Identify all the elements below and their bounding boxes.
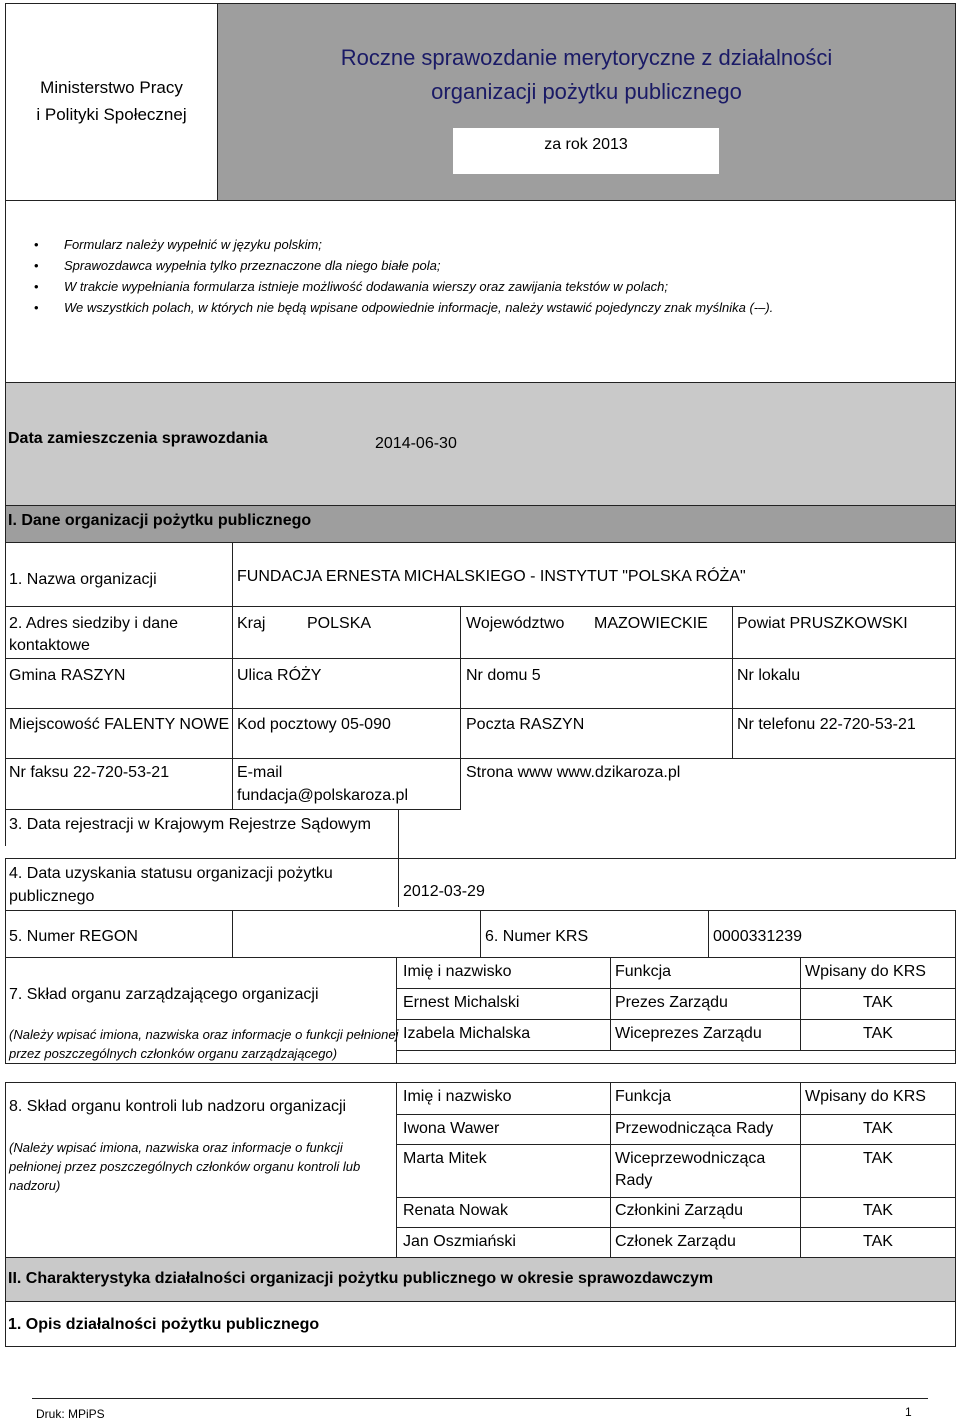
grid-line xyxy=(5,858,956,859)
grid-line xyxy=(5,658,956,659)
voivodeship-value: MAZOWIECKIE xyxy=(594,615,708,632)
grid-line xyxy=(5,606,956,607)
grid-line xyxy=(396,1197,956,1198)
grid-line xyxy=(460,606,461,658)
board-header-function: Funkcja xyxy=(615,963,672,980)
board-member-name: Izabela Michalska xyxy=(403,1025,531,1042)
regon-label: 5. Numer REGON xyxy=(9,928,138,945)
footer-divider xyxy=(32,1398,928,1399)
grid-line xyxy=(396,1114,956,1115)
country-value: POLSKA xyxy=(307,615,372,632)
supervisory-header-function: Funkcja xyxy=(615,1088,672,1105)
grid-line xyxy=(5,809,461,810)
section-1-title: I. Dane organizacji pożytku publicznego xyxy=(8,512,312,529)
grid-line xyxy=(955,542,956,859)
grid-line xyxy=(5,957,956,958)
grid-line xyxy=(5,542,6,846)
report-title-line-2: organizacji pożytku publicznego xyxy=(431,79,742,104)
voivodeship-label: Województwo xyxy=(466,615,565,632)
supervisory-member-name: Iwona Wawer xyxy=(403,1120,500,1137)
grid-line xyxy=(480,910,481,958)
grid-line xyxy=(232,910,233,958)
supervisory-member-krs: TAK xyxy=(863,1120,893,1137)
email-value[interactable]: fundacja@polskaroza.pl xyxy=(237,787,409,804)
footer-page-number: 1 xyxy=(905,1405,912,1419)
grid-line xyxy=(232,606,233,658)
supervisory-member-function: Wiceprzewodnicząca Rady xyxy=(615,1150,766,1189)
supervisory-title: 8. Skład organu kontroli lub nadzoru organizacji xyxy=(9,1098,347,1115)
house-number-field: Nr domu 5 xyxy=(466,667,541,684)
grid-line xyxy=(5,708,956,709)
phone-field: Nr telefonu 22-720-53-21 xyxy=(737,716,916,733)
grid-line xyxy=(396,988,956,989)
grid-line xyxy=(396,1019,956,1020)
grid-line xyxy=(610,1082,611,1257)
grid-line xyxy=(396,1082,397,1257)
board-header-krs: Wpisany do KRS xyxy=(805,963,926,980)
status-label-line-2: publicznego xyxy=(9,888,95,905)
ministry-line-1: Ministerstwo Pracy xyxy=(40,78,183,97)
supervisory-member-name: Jan Oszmiański xyxy=(403,1233,516,1250)
board-member-function: Prezes Zarządu xyxy=(615,994,728,1011)
grid-line xyxy=(460,758,461,809)
board-header-name: Imię i nazwisko xyxy=(403,963,512,980)
submission-label: Data zamieszczenia sprawozdania xyxy=(8,430,268,447)
activity-description-label: 1. Opis działalności pożytku publicznego xyxy=(8,1316,320,1333)
supervisory-member-krs: TAK xyxy=(863,1202,893,1219)
grid-line xyxy=(5,858,6,958)
org-name-value: FUNDACJA ERNESTA MICHALSKIEGO - INSTYTUT "POLSKA RÓŻA" xyxy=(237,568,746,585)
supervisory-member-function: Przewodnicząca Rady xyxy=(615,1120,774,1137)
grid-line xyxy=(232,543,233,607)
grid-line xyxy=(396,1144,956,1145)
status-date: 2012-03-29 xyxy=(403,883,485,900)
grid-line xyxy=(460,658,461,708)
supervisory-member-krs: TAK xyxy=(863,1233,893,1250)
grid-line xyxy=(732,708,733,758)
instruction-item: • We wszystkich polach, w których nie będą wpisane odpowiednie informacje, należy wstawić pojedynczy znak myślnika (-–). xyxy=(34,297,773,318)
instructions-list xyxy=(34,234,773,318)
supervisory-header-name: Imię i nazwisko xyxy=(403,1088,512,1105)
commune-field: Gmina RASZYN xyxy=(9,667,126,684)
krs-label: 6. Numer KRS xyxy=(485,928,589,945)
board-note: (Należy wpisać imiona, nazwiska oraz informacje o funkcji pełnionej przez poszczególnych członków organu zarządzającego) xyxy=(9,1027,399,1061)
supervisory-member-krs: TAK xyxy=(863,1150,893,1167)
footer-print-label: Druk: MPiPS xyxy=(36,1407,105,1421)
report-title-line-1: Roczne sprawozdanie merytoryczne z działalności xyxy=(340,45,833,70)
submission-date: 2014-06-30 xyxy=(375,435,457,452)
grid-line xyxy=(396,1050,956,1051)
grid-line xyxy=(5,1063,956,1064)
grid-line xyxy=(955,910,956,958)
grid-line xyxy=(232,758,233,809)
status-label-line-1: 4. Data uzyskania statusu organizacji pożytku xyxy=(9,865,333,882)
org-name-label: 1. Nazwa organizacji xyxy=(9,571,157,588)
report-year: za rok 2013 xyxy=(544,136,628,153)
krs-value: 0000331239 xyxy=(713,928,802,945)
instruction-item: • Formularz należy wypełnić w języku polskim; xyxy=(34,234,773,255)
locality-field: Miejscowość FALENTY NOWE xyxy=(9,716,230,733)
grid-line xyxy=(396,1227,956,1228)
section-2-title: II. Charakterystyka działalności organizacji pożytku publicznego w okresie sprawozdawczym xyxy=(8,1270,714,1287)
apartment-number-field: Nr lokalu xyxy=(737,667,801,684)
grid-line xyxy=(732,658,733,708)
grid-line xyxy=(610,957,611,1050)
grid-line xyxy=(232,708,233,758)
grid-line xyxy=(460,708,461,758)
board-member-function: Wiceprezes Zarządu xyxy=(615,1025,762,1042)
grid-line xyxy=(5,957,6,1064)
grid-line xyxy=(5,1082,956,1083)
post-office-field: Poczta RASZYN xyxy=(466,716,585,733)
supervisory-member-function: Członkini Zarządu xyxy=(615,1202,744,1219)
ministry-line-2: i Polityki Społecznej xyxy=(36,105,187,124)
grid-line xyxy=(5,1082,6,1257)
email-label: E-mail xyxy=(237,764,283,781)
krs-registration-label: 3. Data rejestracji w Krajowym Rejestrze Sądowym xyxy=(9,816,371,833)
address-label-line-2: kontaktowe xyxy=(9,637,90,654)
county-field: Powiat PRUSZKOWSKI xyxy=(737,615,908,632)
board-title: 7. Skład organu zarządzającego organizacji xyxy=(9,986,319,1003)
board-member-name: Ernest Michalski xyxy=(403,994,520,1011)
fax-field: Nr faksu 22-720-53-21 xyxy=(9,764,170,781)
postal-code-field: Kod pocztowy 05-090 xyxy=(237,716,391,733)
supervisory-note: (Należy wpisać imiona, nazwiska oraz informacje o funkcji pełnionej przez poszczególnych członków organu kontroli lub nadzoru) xyxy=(9,1140,361,1193)
ministry-box xyxy=(5,3,218,201)
website-field[interactable]: Strona www www.dzikaroza.pl xyxy=(466,764,681,781)
country-label: Kraj xyxy=(237,615,266,632)
supervisory-header-krs: Wpisany do KRS xyxy=(805,1088,926,1105)
grid-line xyxy=(5,758,956,759)
instruction-item: • W trakcie wypełniania formularza istnieje możliwość dodawania wierszy oraz zawijania tekstów w polach; xyxy=(34,276,773,297)
address-label-line-1: 2. Adres siedziby i dane xyxy=(9,615,178,632)
supervisory-member-name: Renata Nowak xyxy=(403,1202,508,1219)
board-member-krs: TAK xyxy=(863,1025,893,1042)
board-member-krs: TAK xyxy=(863,994,893,1011)
instruction-item: • Sprawozdawca wypełnia tylko przeznaczone dla niego białe pola; xyxy=(34,255,773,276)
grid-line xyxy=(732,606,733,658)
grid-line xyxy=(232,658,233,708)
supervisory-member-function: Członek Zarządu xyxy=(615,1233,736,1250)
supervisory-member-name: Marta Mitek xyxy=(403,1150,487,1167)
street-field: Ulica RÓŻY xyxy=(237,667,322,684)
grid-line xyxy=(708,910,709,958)
